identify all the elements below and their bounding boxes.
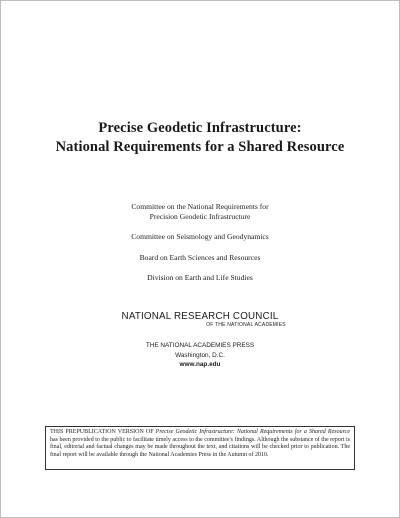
nrc-logo xyxy=(1,311,399,328)
committee-entry: Committee on the National Requirements for Precision Geodetic Infrastructure xyxy=(131,202,269,221)
nrc-subtitle: OF THE NATIONAL ACADEMIES xyxy=(206,322,286,328)
nrc-name: NATIONAL RESEARCH COUNCIL xyxy=(121,311,279,322)
prepublication-notice xyxy=(45,426,355,470)
report-title-line-1: Precise Geodetic Infrastructure: xyxy=(98,120,302,136)
publisher-name: THE NATIONAL ACADEMIES PRESS xyxy=(145,342,255,349)
division-entry: Division on Earth and Life Studies xyxy=(147,273,253,282)
publisher-city: Washington, D.C. xyxy=(175,351,225,359)
notice-italic-title: Precise Geodetic Infrastructure: National Requirements for a Shared Resource xyxy=(155,429,351,435)
publisher-block xyxy=(1,341,399,370)
report-title xyxy=(1,119,399,157)
report-title-line-2: National Requirements for a Shared Resource xyxy=(55,139,345,155)
notice-prefix: THIS PREPUBLICATION VERSION OF xyxy=(50,429,156,435)
publisher-url: www.nap.edu xyxy=(179,361,221,368)
committee-list xyxy=(1,202,399,294)
board-entry: Board on Earth Sciences and Resources xyxy=(139,252,261,262)
committee-entry: Committee on Seismology and Geodynamics xyxy=(131,232,269,241)
notice-body: has been provided to the public to facilitate timely access to the committee's findings. Although the substance of the report is final, editorial and factual changes may be made throughout the text, and citations will be checked prior to publication. The final report will be available through the National Academies Press in the Autumn of 2010. xyxy=(50,436,350,458)
